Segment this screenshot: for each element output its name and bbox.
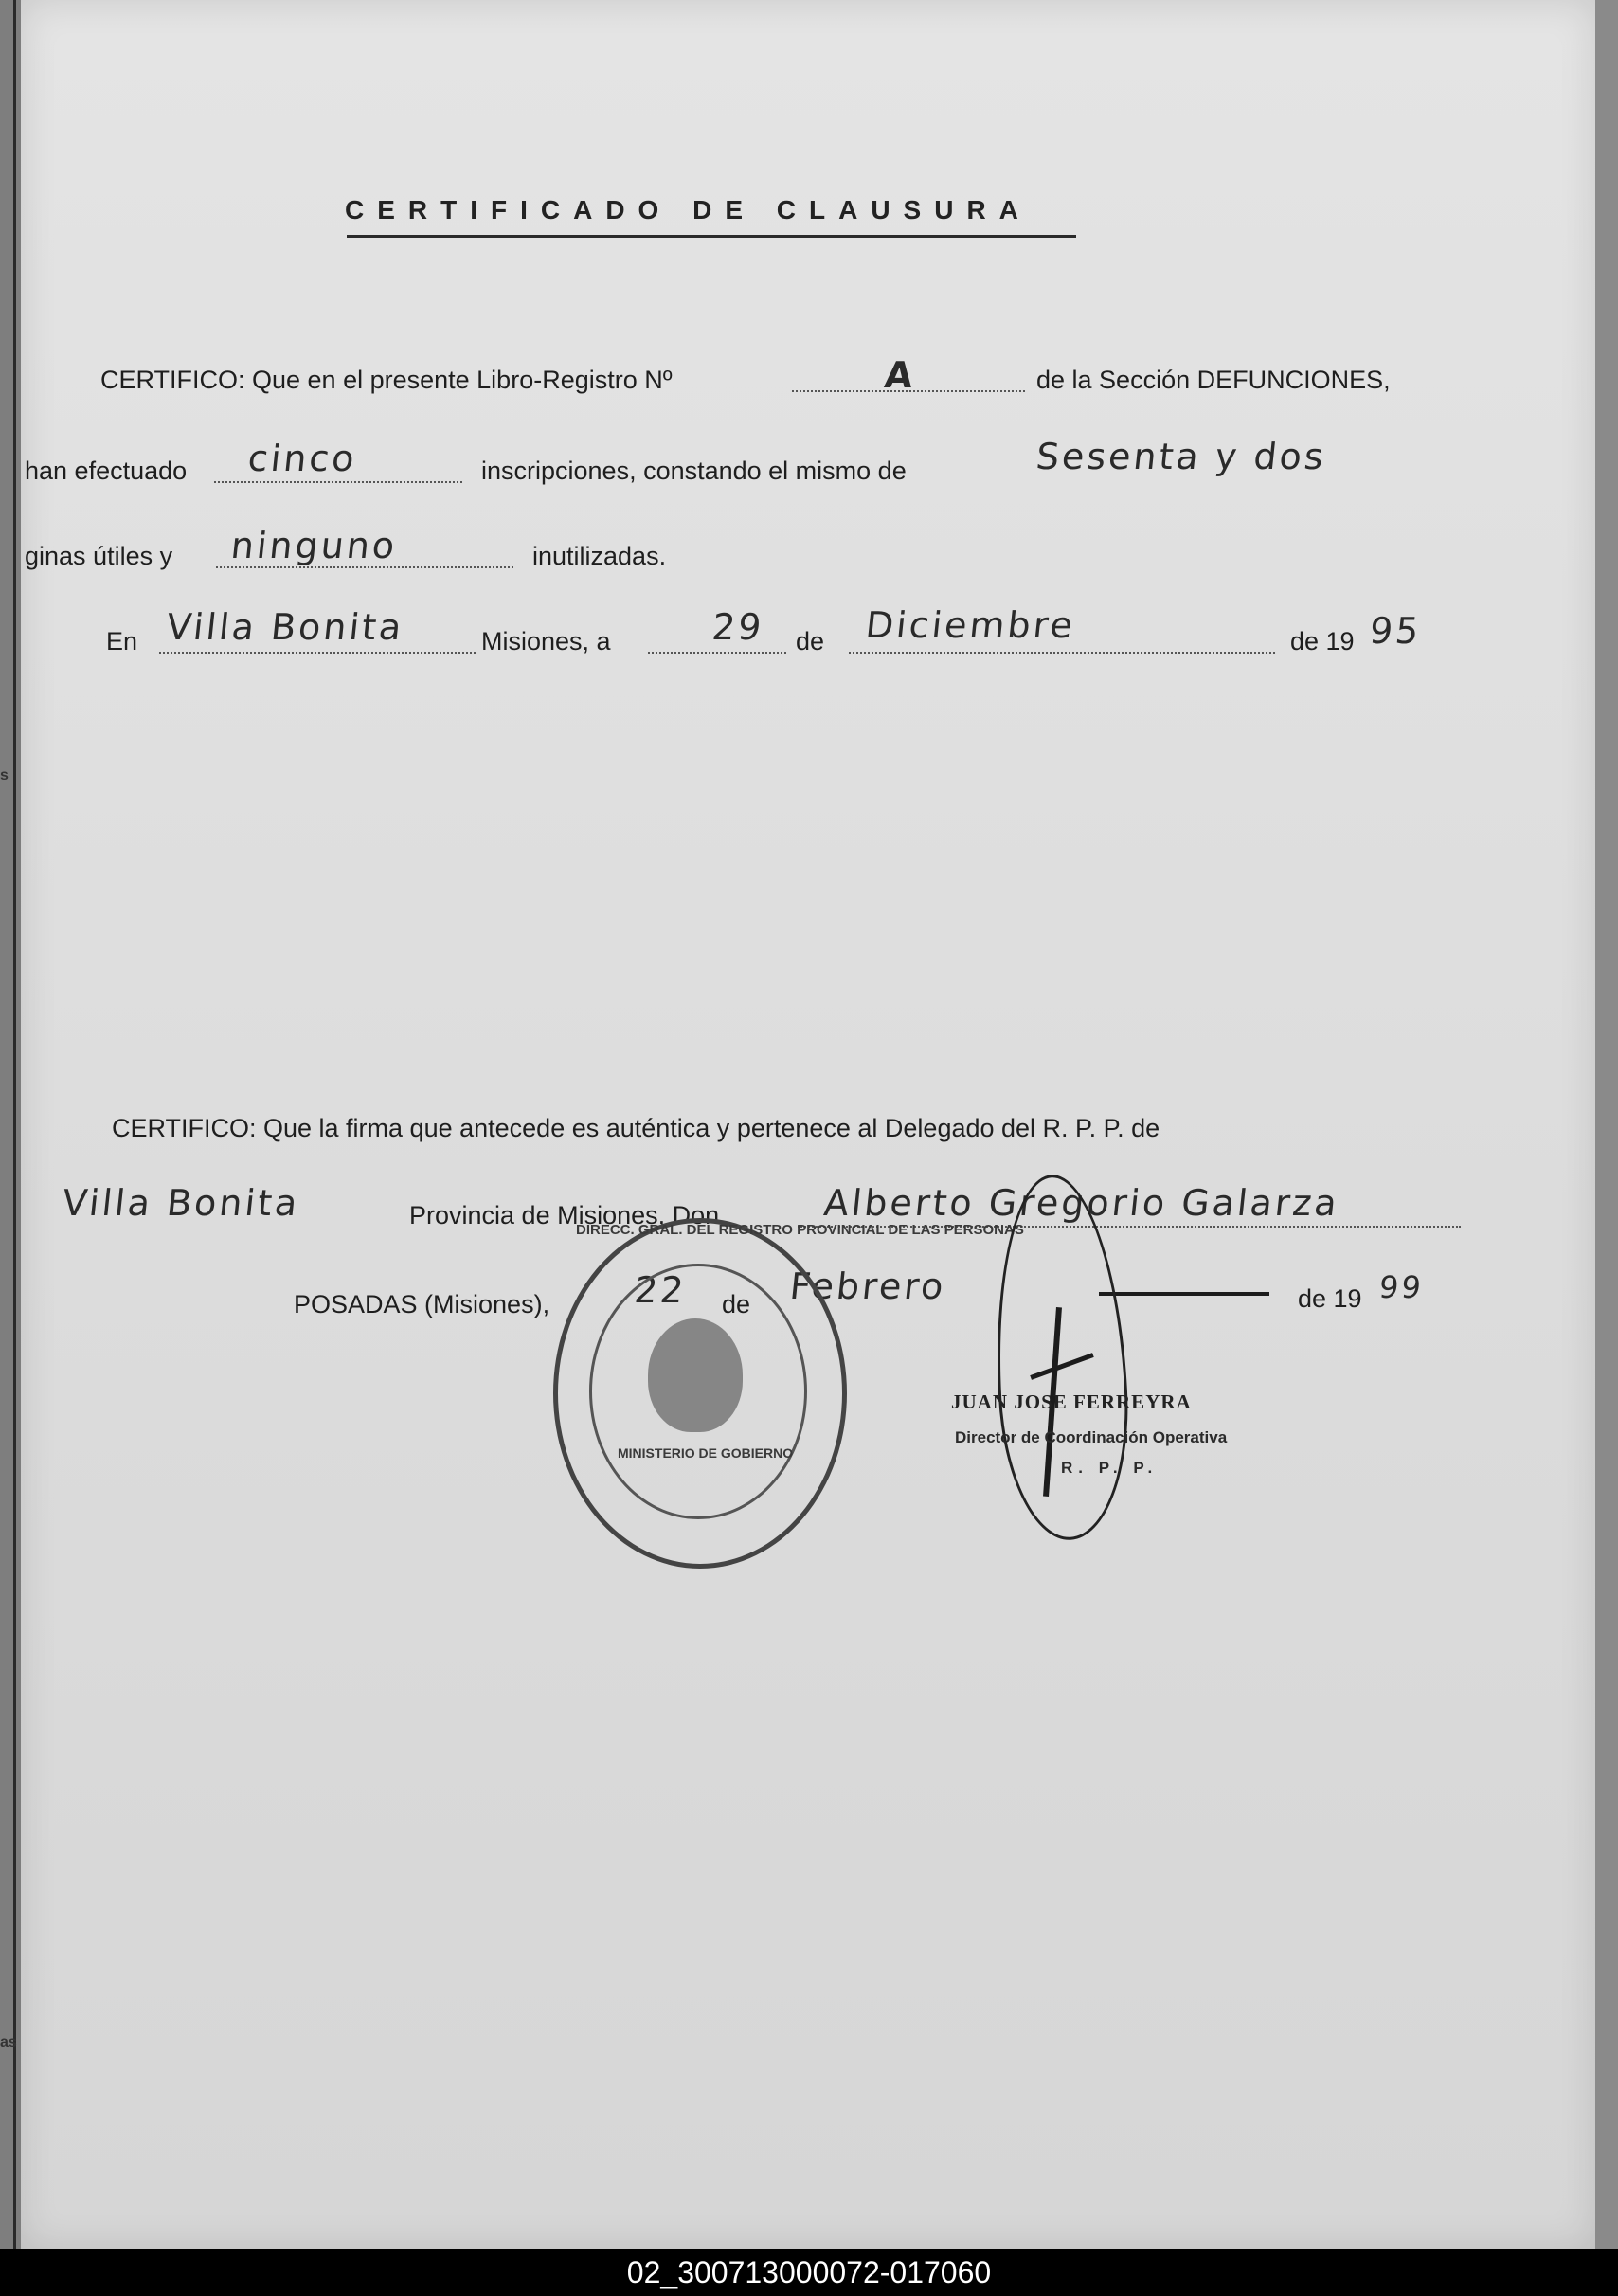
delegate-name-handwritten: Alberto Gregorio Galarza bbox=[821, 1182, 1342, 1224]
left-binding-edge bbox=[0, 0, 21, 2249]
para1-line4-mid1: Misiones, a bbox=[481, 627, 611, 655]
para2-line1: CERTIFICO: Que la firma que antecede es auténtica y pertenece al Delegado del R. P. P. de bbox=[112, 1114, 1160, 1142]
void-pages-handwritten: ninguno bbox=[228, 525, 400, 566]
seal-outer-text: DIRECC. GRAL. DEL REGISTRO PROVINCIAL DE LAS PERSONAS bbox=[576, 1222, 1024, 1238]
para1-line2-mid: inscripciones, constando el mismo de bbox=[481, 457, 907, 485]
para1-line1-suffix: de la Sección DEFUNCIONES, bbox=[1036, 366, 1391, 394]
place-line bbox=[159, 652, 476, 654]
document-title: CERTIFICADO DE CLAUSURA bbox=[345, 195, 1032, 224]
left-binding-line bbox=[13, 0, 16, 2249]
para1-line2-prefix: han efectuado bbox=[25, 457, 188, 485]
para2-day-handwritten: 22 bbox=[632, 1269, 689, 1311]
para2-line3-mid: de bbox=[722, 1290, 751, 1318]
para2-line3-prefix: POSADAS (Misiones), bbox=[294, 1290, 550, 1318]
para2-month-handwritten: Febrero bbox=[787, 1265, 948, 1307]
para1-line4-mid2: de bbox=[796, 627, 825, 655]
seal-inner-text: MINISTERIO DE GOBIERNO bbox=[618, 1445, 794, 1461]
signatory-name: JUAN JOSE FERREYRA bbox=[951, 1390, 1192, 1413]
signatory-org: R. P. P. bbox=[1061, 1459, 1159, 1477]
para1-line4-prefix: En bbox=[106, 627, 138, 655]
inscriptions-line bbox=[214, 481, 462, 483]
year-suffix-handwritten: 95 bbox=[1367, 610, 1424, 652]
day-line bbox=[648, 652, 786, 654]
scan-footer-id: 02_300713000072-017060 bbox=[0, 2249, 1618, 2296]
para1-line4-mid3: de 19 bbox=[1290, 627, 1355, 655]
right-page-edge bbox=[1595, 0, 1618, 2249]
place-handwritten: Villa Bonita bbox=[164, 606, 406, 648]
para1-line3-suffix: inutilizadas. bbox=[532, 542, 667, 570]
day-handwritten: 29 bbox=[710, 606, 766, 648]
month-handwritten: Diciembre bbox=[863, 604, 1078, 646]
void-pages-line bbox=[216, 566, 513, 568]
para1-line3-prefix: ginas útiles y bbox=[25, 542, 173, 570]
margin-mark: s bbox=[0, 767, 9, 783]
date-strike-line bbox=[1099, 1292, 1269, 1296]
title-underline bbox=[347, 235, 1076, 238]
para2-line2-mid: Provincia de Misiones, Don bbox=[409, 1201, 720, 1229]
para1-line1-prefix: CERTIFICO: Que en el presente Libro-Registro Nº bbox=[100, 366, 673, 394]
useful-pages-handwritten: Sesenta y dos bbox=[1034, 436, 1329, 477]
inscriptions-handwritten: cinco bbox=[245, 438, 359, 479]
month-line bbox=[849, 652, 1275, 654]
book-number-handwritten: A bbox=[882, 354, 918, 396]
para2-line3-suffix: de 19 bbox=[1298, 1284, 1362, 1313]
para2-year-suffix-handwritten: 99 bbox=[1377, 1269, 1426, 1305]
signatory-role: Director de Coordinación Operativa bbox=[955, 1428, 1228, 1446]
margin-mark: as bbox=[0, 2035, 17, 2051]
coat-of-arms-icon bbox=[648, 1318, 743, 1432]
para2-place-handwritten: Villa Bonita bbox=[60, 1182, 302, 1224]
